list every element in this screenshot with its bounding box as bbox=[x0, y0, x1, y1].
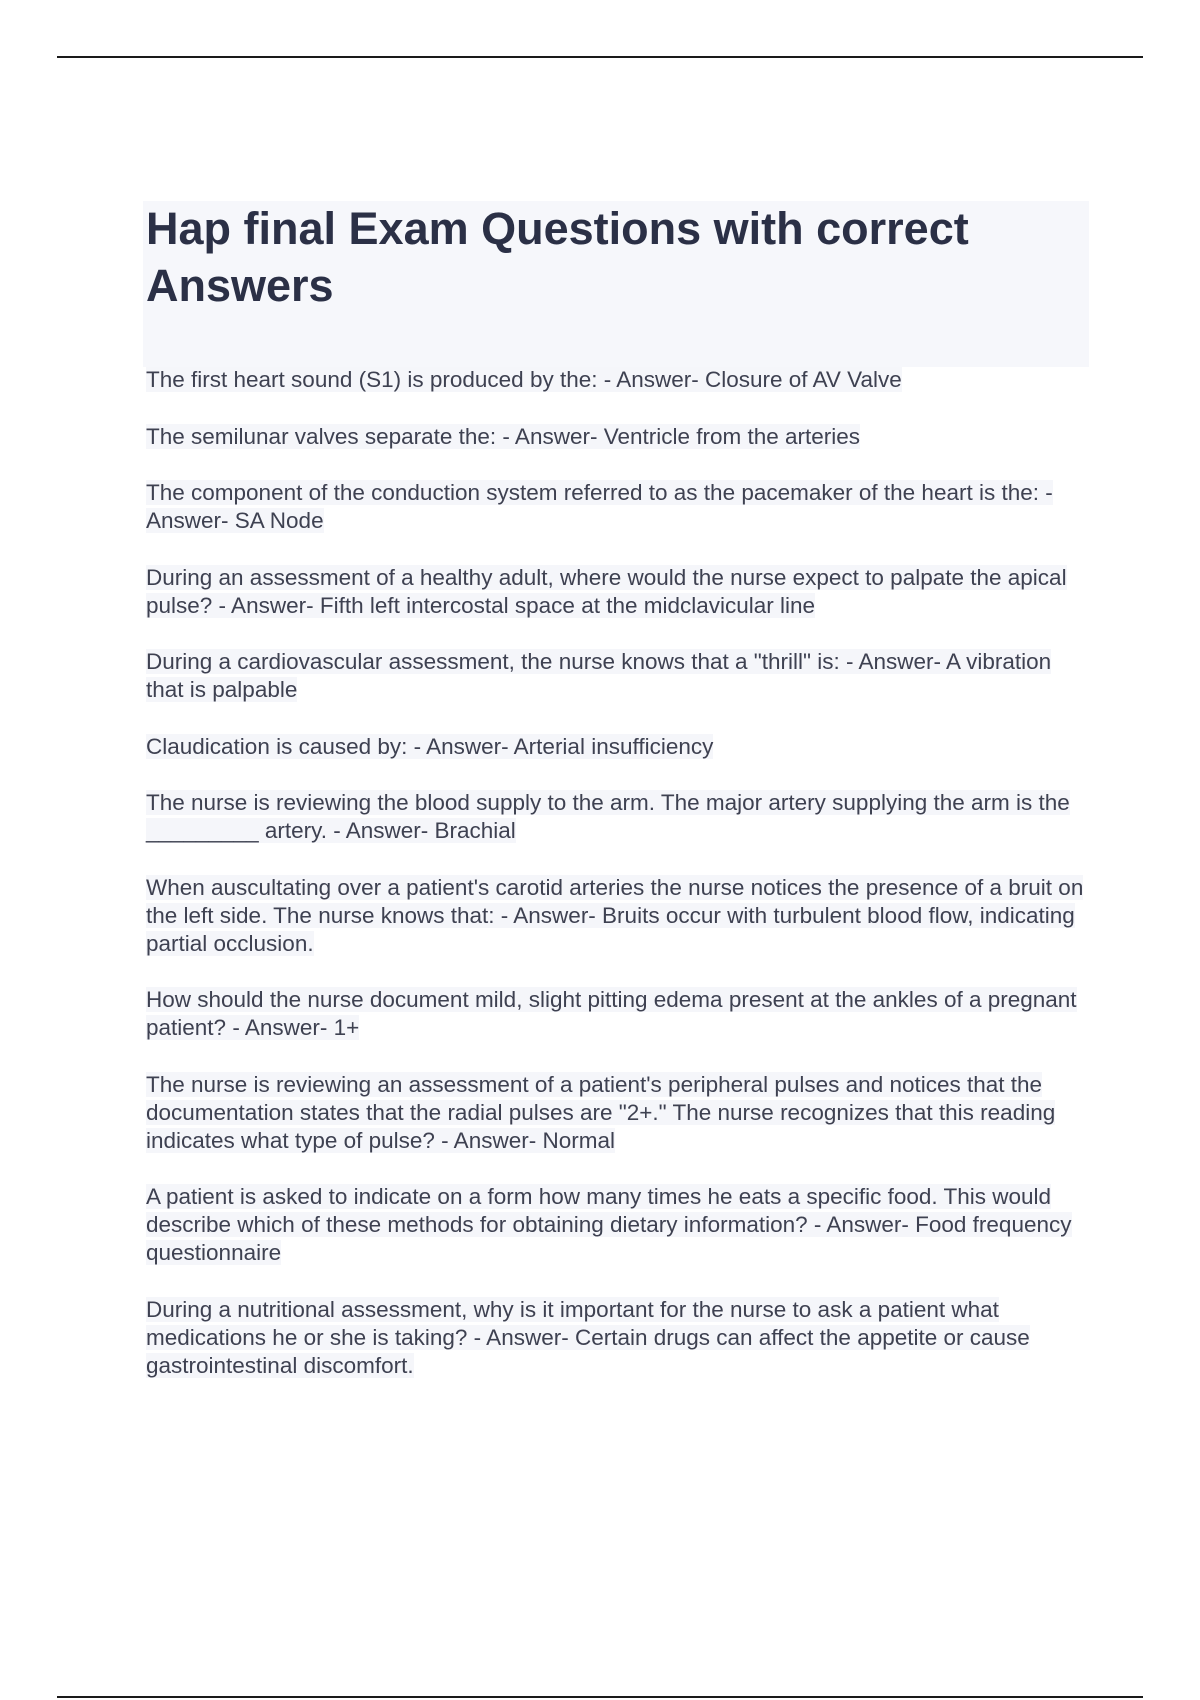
bottom-rule bbox=[57, 1696, 1143, 1698]
qa-item bbox=[146, 986, 1086, 1042]
qa-text: The first heart sound (S1) is produced by the: - Answer- Closure of AV Valve bbox=[146, 367, 902, 392]
qa-item bbox=[146, 789, 1086, 845]
qa-text: Claudication is caused by: - Answer- Arterial insufficiency bbox=[146, 733, 714, 759]
qa-item bbox=[146, 1071, 1086, 1155]
qa-text: During an assessment of a healthy adult, where would the nurse expect to palpate the apical pulse? - Answer- Fifth left intercostal space at the midclavicular line bbox=[146, 564, 1067, 618]
top-rule bbox=[57, 56, 1143, 58]
qa-text: During a cardiovascular assessment, the nurse knows that a "thrill" is: - Answer- A vibration that is palpable bbox=[146, 649, 1052, 702]
qa-item bbox=[146, 1296, 1086, 1380]
qa-text: The nurse is reviewing the blood supply to the arm. The major artery supplying the arm is the _________ artery. - Answer- Brachial bbox=[146, 790, 1070, 843]
qa-item bbox=[146, 648, 1086, 704]
qa-text: During a nutritional assessment, why is it important for the nurse to ask a patient what medications he or she is taking? - Answer- Certain drugs can affect the appetite or cause gastrointestinal discomfort. bbox=[146, 1296, 1030, 1378]
qa-text: The component of the conduction system referred to as the pacemaker of the heart is the: - Answer- SA Node bbox=[146, 480, 1053, 533]
qa-item bbox=[146, 733, 1086, 761]
qa-text: A patient is asked to indicate on a form how many times he eats a specific food. This would describe which of these methods for obtaining dietary information? - Answer- Food frequency questionnaire bbox=[146, 1184, 1072, 1265]
qa-item bbox=[146, 423, 1086, 451]
qa-item bbox=[146, 366, 1086, 394]
qa-item bbox=[146, 874, 1086, 958]
qa-text: How should the nurse document mild, slight pitting edema present at the ankles of a pregnant patient? - Answer- 1+ bbox=[146, 987, 1077, 1040]
document-title: Hap final Exam Questions with correct Answers bbox=[146, 203, 969, 311]
qa-text: The nurse is reviewing an assessment of a patient's peripheral pulses and notices that the documentation states that the radial pulses are "2+." The nurse recognizes that this reading indicates what type of pulse? - Answer- Normal bbox=[146, 1071, 1056, 1153]
qa-item bbox=[146, 479, 1086, 535]
qa-item bbox=[146, 564, 1086, 620]
qa-text: The semilunar valves separate the: - Answer- Ventricle from the arteries bbox=[146, 423, 861, 449]
qa-item bbox=[146, 1183, 1086, 1267]
qa-list bbox=[146, 366, 1086, 1408]
qa-text: When auscultating over a patient's carotid arteries the nurse notices the presence of a bruit on the left side. The nurse knows that: - Answer- Bruits occur with turbulent blood flow, indicating partial occlusion. bbox=[146, 874, 1084, 956]
